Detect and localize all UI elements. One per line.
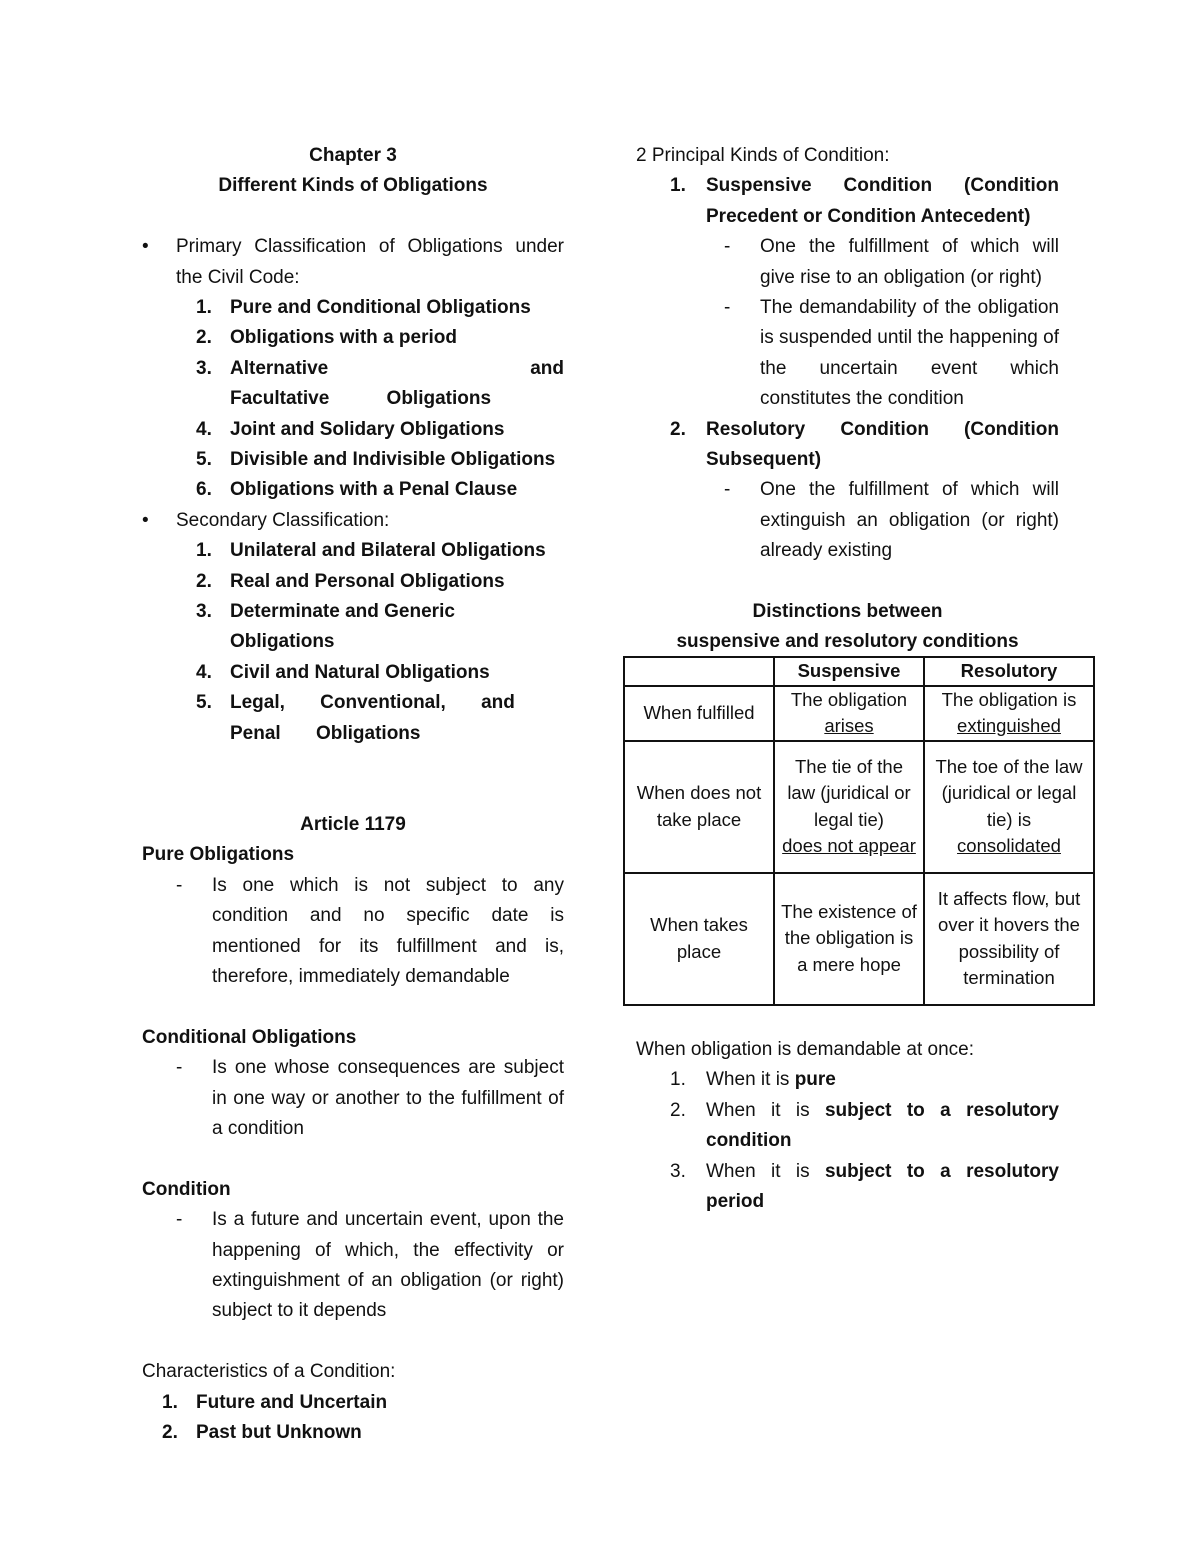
- distinctions-table: [623, 656, 1095, 1006]
- kinds-heading: 2 Principal Kinds of Condition:: [636, 145, 890, 166]
- demand-heading: When obligation is demandable at once:: [636, 1039, 975, 1060]
- table-header-cell: Resolutory: [924, 657, 1094, 686]
- list-item: 3. When it is subject to a resolutory period: [670, 1160, 1059, 1213]
- list-item: - One the fulfillment of which will give rise to an obligation (or right): [724, 236, 1059, 288]
- kinds-list-2: [636, 415, 1059, 476]
- left-column: [142, 141, 564, 1448]
- char-heading: Characteristics of a Condition:: [142, 1361, 396, 1383]
- demand-list: [636, 1065, 1059, 1217]
- list-item: 4. Joint and Solidary Obligations: [196, 418, 505, 440]
- row-label: When takes place: [624, 873, 774, 1005]
- primary-bullet: [142, 232, 564, 293]
- table-cell: It affects flow, but over it hovers the possibility of termination: [924, 873, 1094, 1005]
- table-cell: The existence of the obligation is a mere hope: [774, 873, 924, 1005]
- table-cell: The obligation is extinguished: [924, 686, 1094, 741]
- demand-section: [636, 1035, 1059, 1217]
- table-header-cell: [624, 657, 774, 686]
- primary-classification: [142, 232, 564, 293]
- secondary-bullet: [142, 506, 564, 536]
- dist-title-1: Distinctions between: [752, 601, 943, 623]
- kinds-list: [636, 171, 1059, 232]
- table-cell: The obligation arises: [774, 686, 924, 741]
- cond-heading: Conditional Obligations: [142, 1026, 357, 1048]
- list-item: 1. Future and Uncertain: [162, 1391, 388, 1413]
- article-heading: Article 1179: [300, 813, 406, 835]
- char-list: [142, 1388, 564, 1449]
- secondary-list: [142, 536, 564, 749]
- bullet-icon: •: [142, 236, 149, 258]
- list-item: - One the fulfillment of which will extinguish an obligation (or right) already existing: [724, 479, 1059, 562]
- table-cell: The tie of the law (juridical or legal tie) does not appear: [774, 741, 924, 873]
- list-item: - Is a future and uncertain event, upon the happening of which, the effectivity or extinguishment of an obligation (or right) subject to it depends: [176, 1209, 564, 1322]
- list-item: 1. Suspensive Condition (Condition Precedent or Condition Antecedent): [670, 175, 1059, 227]
- chapter-title: Different Kinds of Obligations: [218, 175, 488, 197]
- table-row: [624, 741, 1094, 873]
- row-label: When fulfilled: [624, 686, 774, 741]
- list-item: 3. Alternative and Facultative Obligations: [196, 357, 564, 410]
- list-item: 5. Legal, Conventional, and Penal Obligations: [196, 692, 515, 744]
- primary-intro: Primary Classification of Obligations under the Civil Code:: [176, 236, 564, 288]
- pure-heading: Pure Obligations: [142, 844, 295, 866]
- list-item: 2. Resolutory Condition (Condition Subsequent): [670, 418, 1059, 471]
- list-item: 2. When it is subject to a resolutory condition: [670, 1099, 1059, 1152]
- secondary-classification: [142, 506, 564, 536]
- table-row: [624, 873, 1094, 1005]
- chapter-number: Chapter 3: [309, 145, 397, 166]
- table-cell: The toe of the law (juridical or legal tie) is consolidated: [924, 741, 1094, 873]
- pure-def-list: [142, 871, 564, 993]
- bullet-icon: •: [142, 509, 149, 531]
- list-item: - Is one whose consequences are subject in one way or another to the fulfillment of a condition: [176, 1057, 564, 1139]
- primary-list: [142, 293, 564, 506]
- list-item: 1. Pure and Conditional Obligations: [196, 297, 531, 319]
- list-item: 5. Divisible and Indivisible Obligations: [196, 449, 556, 471]
- row-label: When does not take place: [624, 741, 774, 873]
- cond-def-list: [142, 1053, 564, 1144]
- dist-title-2: suspensive and resolutory conditions: [676, 631, 1019, 653]
- table-header-row: [624, 657, 1094, 686]
- list-item: 3. Determinate and Generic Obligations: [196, 601, 455, 653]
- secondary-intro: Secondary Classification:: [176, 509, 390, 531]
- list-item: 1. Unilateral and Bilateral Obligations: [196, 540, 546, 562]
- kind2-points: [636, 475, 1059, 566]
- list-item: - The demandability of the obligation is suspended until the happening of the uncertain event which constitutes the condition: [724, 297, 1059, 410]
- right-column: [636, 141, 1059, 658]
- table-header-cell: Suspensive: [774, 657, 924, 686]
- kind1-points: [636, 232, 1059, 414]
- list-item: 6. Obligations with a Penal Clause: [196, 479, 518, 501]
- list-item: 1. When it is pure: [670, 1069, 836, 1091]
- list-item: 2. Past but Unknown: [162, 1421, 362, 1443]
- list-item: 2. Obligations with a period: [196, 327, 457, 349]
- list-item: - Is one which is not subject to any condition and no specific date is mentioned for its fulfillment and is, therefore, immediately demandable: [176, 874, 564, 987]
- list-item: 4. Civil and Natural Obligations: [196, 661, 490, 683]
- condition-def-list: [142, 1205, 564, 1327]
- list-item: 2. Real and Personal Obligations: [196, 570, 505, 592]
- condition-heading: Condition: [142, 1178, 231, 1200]
- table-row: [624, 686, 1094, 741]
